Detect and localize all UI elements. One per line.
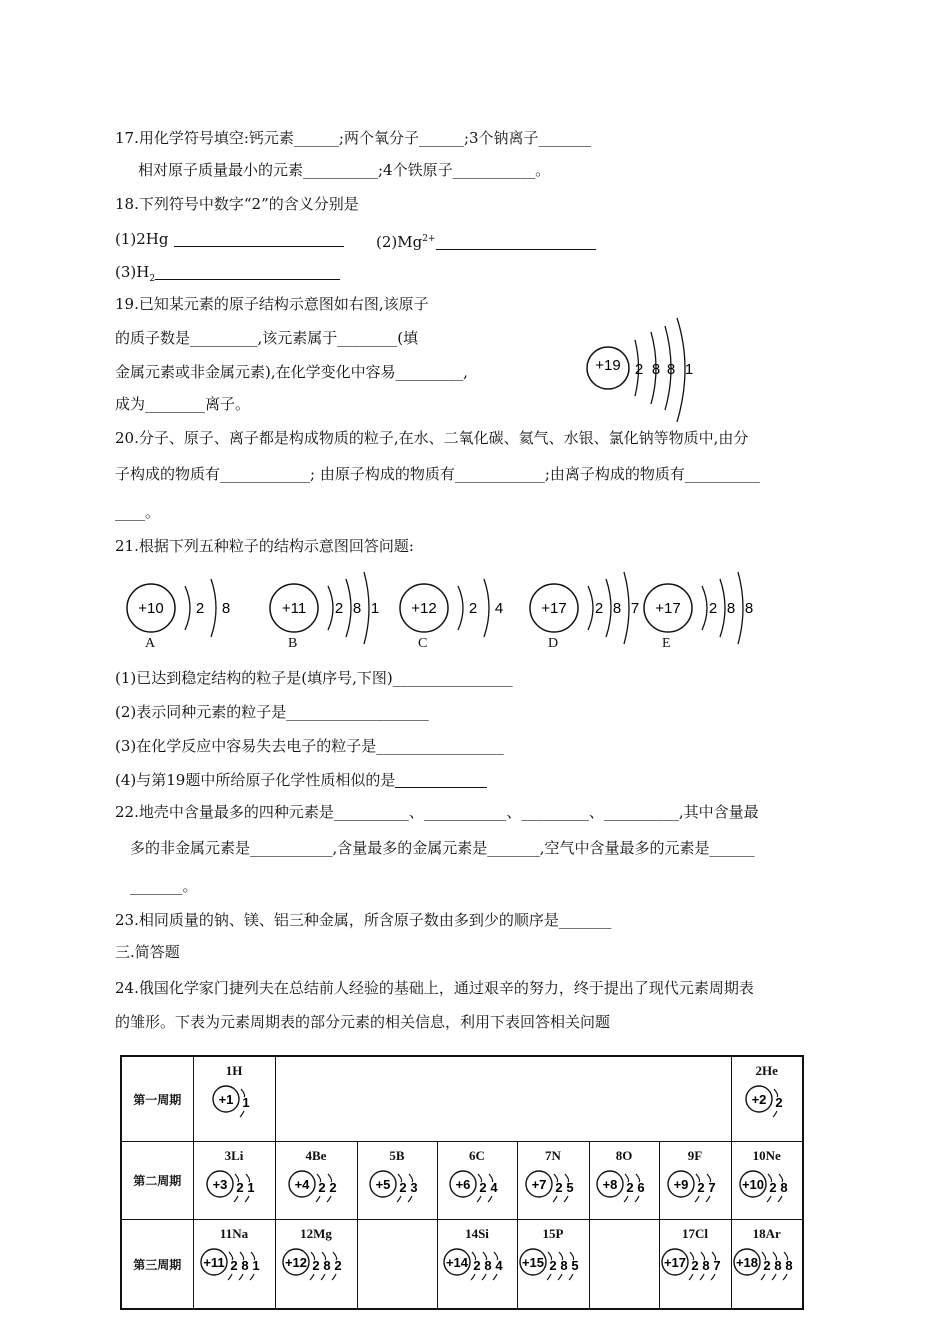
q21-particle-C-shell-2: 4 — [494, 600, 504, 617]
element-symbol: 12Mg — [300, 1226, 332, 1241]
element-shell-2: 7 — [708, 1180, 716, 1195]
element-nucleus: +10 — [741, 1177, 764, 1192]
q21-particle-label: C — [418, 636, 428, 651]
element-cell-Mg — [275, 1220, 357, 1310]
element-shell-1: 2 — [775, 1095, 783, 1110]
element-nucleus: +14 — [445, 1255, 469, 1270]
q21-sub1: (1)已达到稳定结构的粒子是(填序号,下图)________________ — [115, 669, 513, 687]
element-atom-diagram — [732, 1244, 802, 1288]
q21-particle-C-shell-1: 2 — [468, 600, 478, 617]
element-shell-1: 2 — [312, 1258, 320, 1273]
element-shell-1: 2 — [555, 1180, 563, 1195]
q18-part3-label: (3)H — [115, 263, 150, 281]
element-nucleus: +2 — [751, 1092, 767, 1107]
q17-line1: 17.用化学符号填空:钙元素______;两个氧分子______;3个钠离子_______ — [115, 129, 592, 147]
q21-particle-E-nucleus: +17 — [655, 600, 681, 617]
element-atom-diagram — [660, 1244, 730, 1288]
q24-line1: 24.俄国化学家门捷列夫在总结前人经验的基础上，通过艰辛的努力，终于提出了现代元素周期表 — [115, 979, 754, 997]
element-shell-2: 8 — [560, 1258, 568, 1273]
element-cell-Cl — [659, 1220, 731, 1310]
element-atom-diagram — [448, 1166, 506, 1210]
element-symbol: 10Ne — [752, 1148, 781, 1163]
element-nucleus: +3 — [212, 1177, 228, 1192]
element-shell-3: 7 — [713, 1258, 721, 1273]
q22-line2: 多的非金属元素是___________,含量最多的金属元素是_______,空气中含量最多的元素是______ — [130, 839, 755, 857]
q21-particle-E-shell-3: 8 — [744, 600, 754, 617]
q19-nucleus: +19 — [595, 357, 621, 374]
element-nucleus: +15 — [521, 1255, 545, 1270]
q19-line3: 金属元素或非金属元素),在化学变化中容易_________, — [115, 363, 468, 381]
element-nucleus: +17 — [663, 1255, 687, 1270]
q20-line3: ____。 — [115, 503, 161, 521]
q18-part3-blank — [155, 279, 340, 280]
q18-part1-blank — [174, 246, 344, 247]
period-1-empty-span — [275, 1056, 731, 1142]
q18-title: 18.下列符号中数字“2”的含义分别是 — [115, 195, 359, 213]
q21-particle-D-shell-2: 8 — [612, 600, 622, 617]
element-symbol: 5B — [389, 1148, 405, 1163]
element-nucleus: +18 — [735, 1255, 758, 1270]
row-head-period-1: 第一周期 — [121, 1056, 193, 1142]
element-shell-2: 8 — [780, 1180, 788, 1195]
period-2-row — [121, 1142, 803, 1220]
q21-particle-B-nucleus: +11 — [281, 600, 307, 617]
element-cell-Ne — [731, 1142, 803, 1220]
element-symbol: 6C — [469, 1148, 485, 1163]
q21-sub4-text: (4)与第19题中所给原子化学性质相似的是 — [115, 771, 396, 789]
element-nucleus: +8 — [602, 1177, 618, 1192]
q21-sub2: (2)表示同种元素的粒子是___________________ — [115, 703, 429, 721]
element-shell-2: 8 — [484, 1258, 492, 1273]
q21-sub3: (3)在化学反应中容易失去电子的粒子是_________________ — [115, 737, 504, 755]
element-cell-Li — [193, 1142, 275, 1220]
q19-shell-2: 8 — [651, 361, 661, 378]
q18-part2 — [376, 229, 596, 252]
element-shell-2: 8 — [774, 1258, 782, 1273]
element-symbol: 1H — [225, 1063, 243, 1078]
element-atom-diagram — [595, 1166, 653, 1210]
element-atom-diagram — [211, 1081, 257, 1125]
q21-sub4 — [115, 770, 487, 790]
q21-particle-E-shell-1: 2 — [708, 600, 718, 617]
q19-shell-4: 1 — [684, 361, 694, 378]
q20-line2: 子构成的物质有____________; 由原子构成的物质有____________;由离子构成的物质有__________ — [115, 465, 760, 483]
element-cell-N — [517, 1142, 589, 1220]
row-head-period-2: 第二周期 — [121, 1142, 193, 1220]
element-symbol: 4Be — [305, 1148, 327, 1163]
element-symbol: 3Li — [224, 1148, 244, 1163]
element-shell-1: 2 — [769, 1180, 777, 1195]
element-atom-diagram — [744, 1081, 790, 1125]
q21-particle-B-shell-3: 1 — [370, 600, 380, 617]
element-shell-1: 2 — [479, 1180, 487, 1195]
element-nucleus: +12 — [284, 1255, 308, 1270]
element-atom-diagram — [205, 1166, 263, 1210]
element-shell-2: 3 — [410, 1180, 418, 1195]
element-cell-F — [659, 1142, 731, 1220]
element-symbol: 9F — [687, 1148, 703, 1163]
q21-sub4-blank — [395, 787, 487, 788]
q18-part1 — [115, 229, 344, 249]
element-atom-diagram — [738, 1166, 796, 1210]
element-shell-2: 5 — [566, 1180, 574, 1195]
element-shell-1: 2 — [399, 1180, 407, 1195]
element-atom-diagram — [524, 1166, 582, 1210]
element-shell-1: 2 — [763, 1258, 771, 1273]
element-atom-diagram — [442, 1244, 512, 1288]
element-shell-2: 8 — [241, 1258, 249, 1273]
q19-line2: 的质子数是_________,该元素属于________(填 — [115, 329, 419, 347]
q18-part2-blank — [436, 249, 596, 250]
element-cell-Ar — [731, 1220, 803, 1310]
q21-particle-D-nucleus: +17 — [541, 600, 567, 617]
element-cell-He — [731, 1056, 803, 1142]
element-nucleus: +7 — [531, 1177, 547, 1192]
element-shell-1: 2 — [626, 1180, 634, 1195]
element-cell-Si — [437, 1220, 517, 1310]
element-shell-2: 6 — [637, 1180, 645, 1195]
element-shell-3: 5 — [571, 1258, 579, 1273]
element-cell-B — [357, 1142, 437, 1220]
element-symbol: 11Na — [219, 1226, 249, 1241]
element-atom-diagram — [287, 1166, 345, 1210]
q21-particle-A-nucleus: +10 — [138, 600, 164, 617]
element-symbol: 17Cl — [682, 1226, 708, 1241]
element-shell-1: 2 — [697, 1180, 705, 1195]
q21-title: 21.根据下列五种粒子的结构示意图回答问题: — [115, 537, 414, 555]
element-nucleus: +4 — [294, 1177, 310, 1192]
q21-particle-D-shell-3: 7 — [630, 600, 640, 617]
q20-line1: 20.分子、原子、离子都是构成物质的粒子,在水、二氧化碳、氦气、水银、氯化钠等物质中,由分 — [115, 429, 749, 447]
element-shell-1: 2 — [549, 1258, 557, 1273]
q21-particle-label: A — [145, 636, 156, 651]
element-nucleus: +9 — [673, 1177, 689, 1192]
section-3-heading: 三.简答题 — [115, 943, 180, 961]
element-symbol: 2He — [755, 1063, 778, 1078]
element-shell-2: 2 — [329, 1180, 337, 1195]
element-symbol: 8O — [615, 1148, 633, 1163]
q19-line4: 成为________离子。 — [115, 395, 251, 413]
element-shell-3: 8 — [785, 1258, 793, 1273]
q18-part3-sub: 2 — [149, 274, 156, 284]
element-nucleus: +1 — [218, 1092, 234, 1107]
element-cell-P — [517, 1220, 589, 1310]
q21-particle-B-shell-2: 8 — [352, 600, 362, 617]
element-cell-H — [193, 1056, 275, 1142]
q23-line1: 23.相同质量的钠、镁、铝三种金属，所含原子数由多到少的顺序是_______ — [115, 911, 612, 929]
row-head-period-3: 第三周期 — [121, 1220, 193, 1310]
q17-line2: 相对原子质量最小的元素__________;4个铁原子___________。 — [138, 161, 551, 179]
q21-particle-C-nucleus: +12 — [411, 600, 437, 617]
element-cell-empty — [357, 1220, 437, 1310]
q22-line3: _______。 — [130, 877, 198, 895]
element-atom-diagram — [199, 1244, 269, 1288]
period-1-row — [121, 1056, 803, 1142]
element-shell-3: 1 — [252, 1258, 260, 1273]
element-cell-C — [437, 1142, 517, 1220]
element-symbol: 7N — [545, 1148, 561, 1163]
q19-shell-1: 2 — [634, 361, 644, 378]
periodic-table — [120, 1055, 804, 1310]
element-shell-1: 1 — [242, 1095, 250, 1110]
element-shell-1: 2 — [691, 1258, 699, 1273]
element-cell-O — [589, 1142, 659, 1220]
q21-particle-label: E — [662, 636, 671, 651]
element-shell-3: 4 — [495, 1258, 503, 1273]
q21-particle-D-shell-1: 2 — [594, 600, 604, 617]
element-cell-Be — [275, 1142, 357, 1220]
q19-atom-diagram — [585, 318, 705, 427]
q18-part3 — [115, 262, 340, 289]
element-nucleus: +11 — [203, 1255, 225, 1270]
element-shell-2: 8 — [323, 1258, 331, 1273]
q18-part1-label: (1)2Hg — [115, 230, 169, 248]
element-shell-1: 2 — [236, 1180, 244, 1195]
period-3-row — [121, 1220, 803, 1310]
element-nucleus: +5 — [375, 1177, 391, 1192]
q22-line1: 22.地壳中含量最多的四种元素是__________、___________、_________、__________,其中含量最 — [115, 803, 759, 821]
element-atom-diagram — [281, 1244, 351, 1288]
element-symbol: 14Si — [465, 1226, 489, 1241]
element-cell-Na — [193, 1220, 275, 1310]
element-shell-2: 4 — [490, 1180, 498, 1195]
q21-particle-A-shell-1: 2 — [195, 600, 205, 617]
element-symbol: 18Ar — [752, 1226, 781, 1241]
element-nucleus: +6 — [455, 1177, 471, 1192]
element-cell-empty — [589, 1220, 659, 1310]
q19-shell-3: 8 — [666, 361, 676, 378]
element-shell-1: 2 — [230, 1258, 238, 1273]
element-shell-1: 2 — [473, 1258, 481, 1273]
q21-particle-label: D — [548, 636, 559, 651]
element-shell-2: 1 — [247, 1180, 255, 1195]
q19-line1: 19.已知某元素的原子结构示意图如右图,该原子 — [115, 295, 429, 313]
element-shell-3: 2 — [334, 1258, 342, 1273]
q21-particle-label: B — [288, 636, 298, 651]
element-symbol: 15P — [542, 1226, 564, 1241]
element-atom-diagram — [368, 1166, 426, 1210]
q21-particle-E-shell-2: 8 — [726, 600, 736, 617]
q21-particle-A-shell-2: 8 — [221, 600, 231, 617]
element-shell-1: 2 — [318, 1180, 326, 1195]
element-shell-2: 8 — [702, 1258, 710, 1273]
q18-part2-label: (2)Mg — [376, 233, 423, 251]
q18-part2-sup: 2+ — [422, 234, 436, 244]
q24-line2: 的雏形。下表为元素周期表的部分元素的相关信息，利用下表回答相关问题 — [115, 1013, 611, 1031]
q21-particle-B-shell-1: 2 — [334, 600, 344, 617]
element-atom-diagram — [518, 1244, 588, 1288]
element-atom-diagram — [666, 1166, 724, 1210]
